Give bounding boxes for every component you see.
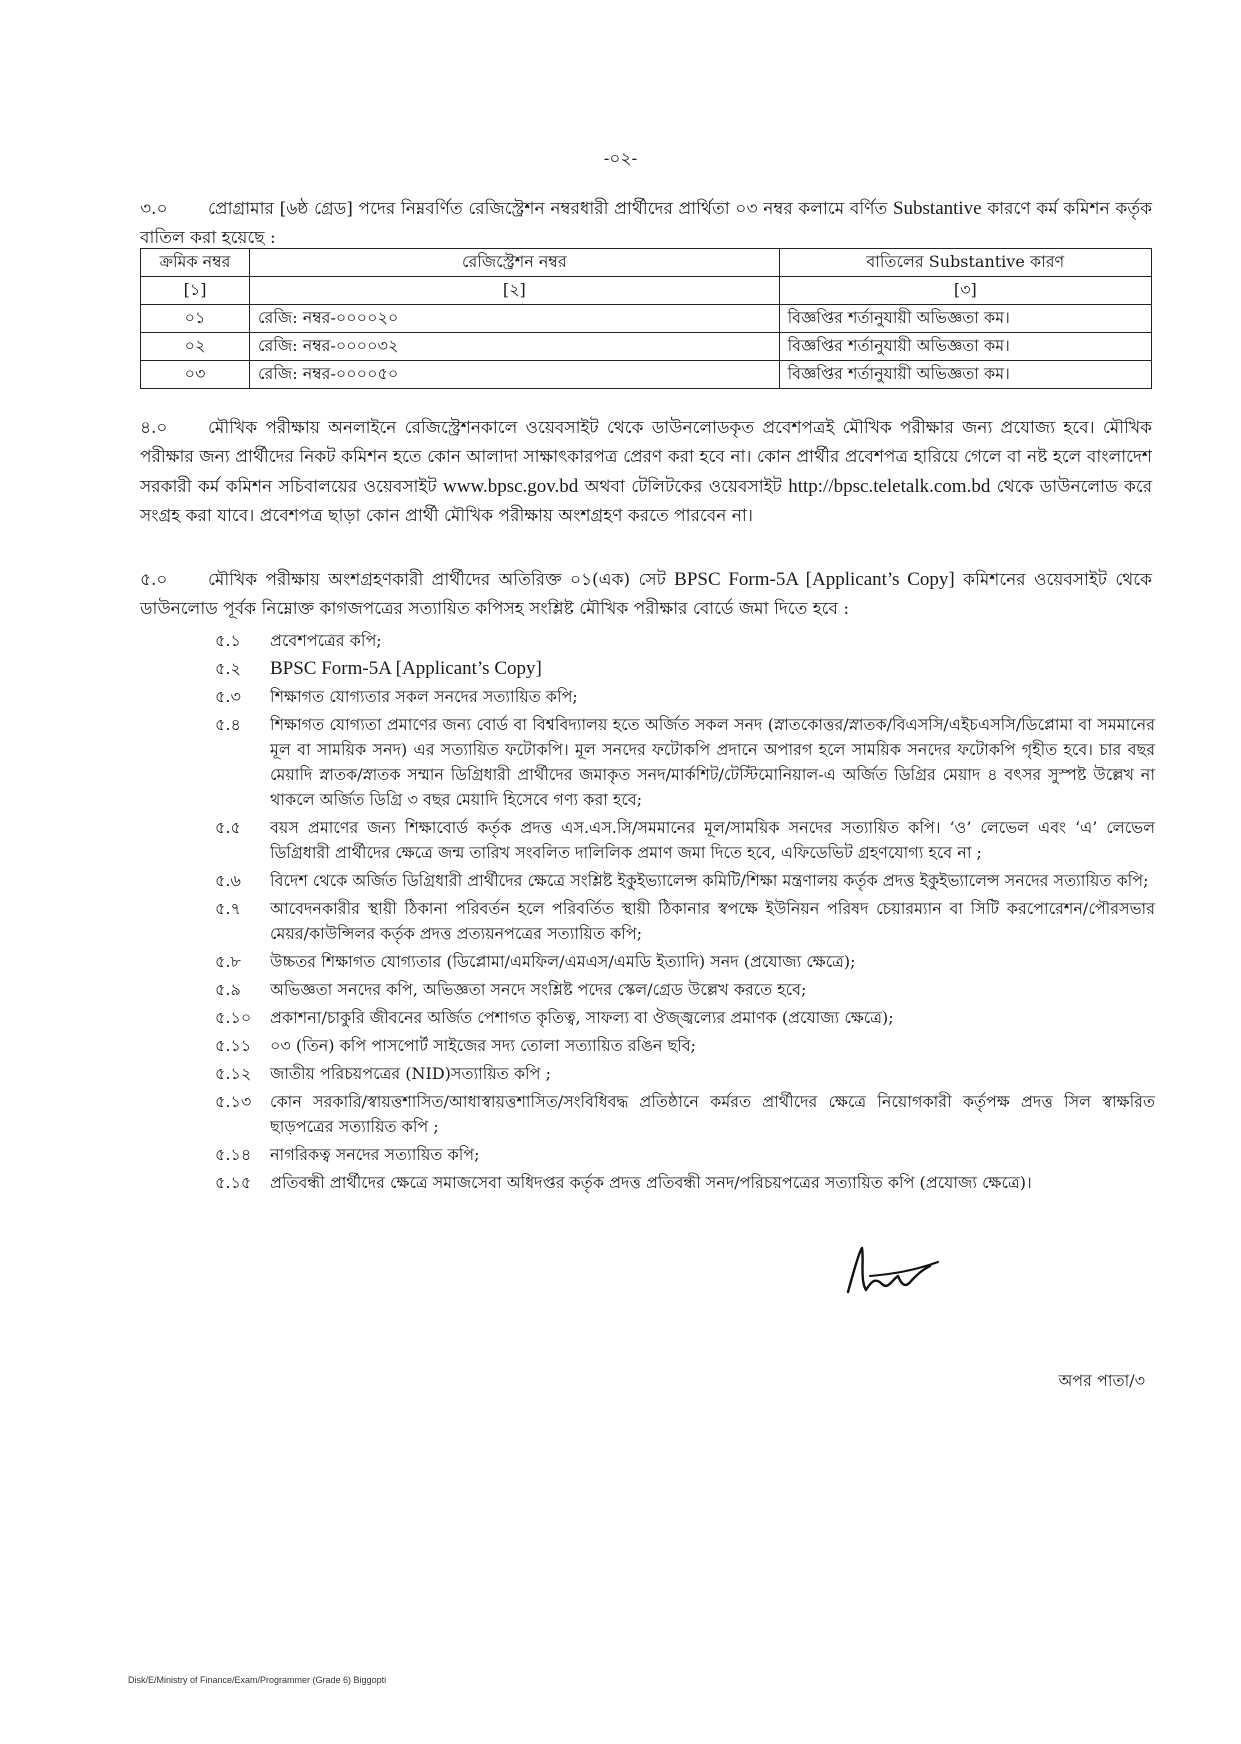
item-text: নাগরিকত্ব সনদের সত্যায়িত কপি; — [270, 1145, 480, 1164]
item-text: ০৩ (তিন) কপি পাসপোর্ট সাইজের সদ্য তোলা সত্যায়িত রঙিন ছবি; — [270, 1036, 697, 1055]
item-text: প্রতিবন্ধী প্রার্থীদের ক্ষেত্রে সমাজসেবা অধিদপ্তর কর্তৃক প্রদত্ত প্রতিবন্ধী সনদ/পরিচয়পত্রের সত্যায়িত কপি (প্রযোজ্য ক্ষেত্রে)। — [270, 1173, 1032, 1192]
column-number: [২] — [250, 277, 780, 305]
section-5 — [140, 565, 1152, 624]
list-item — [215, 815, 1155, 865]
item-number: ৫.৩ — [215, 687, 241, 706]
list-item — [215, 1142, 1155, 1167]
item-number: ৫.১২ — [215, 1064, 252, 1083]
list-item — [215, 1005, 1155, 1030]
table-header-row — [141, 249, 1152, 277]
item-number: ৫.৬ — [215, 871, 241, 890]
list-item — [215, 656, 1155, 681]
item-text: আবেদনকারীর স্থায়ী ঠিকানা পরিবর্তন হলে পরিবর্তিত স্থায়ী ঠিকানার স্বপক্ষে ইউনিয়ন পরিষদ চেয়ারম্যান বা সিটি করপোরেশন/পৌরসভার মেয়র/কাউন্সিলর কর্তৃক প্রদত্ত প্রত্যয়নপত্রের সত্যায়িত কপি; — [270, 899, 1155, 943]
item-text: শিক্ষাগত যোগ্যতা প্রমাণের জন্য বোর্ড বা বিশ্ববিদ্যালয় হতে অর্জিত সকল সনদ (স্নাতকোত্তর/স্নাতক/বিএসসি/এইচএসসি/ডিপ্লোমা বা সমমানের মূল বা সাময়িক সনদ) এর সত্যায়িত ফটোকপি। মূল সনদের ফটোকপি প্রদানে অপারগ হলে সাময়িক সনদের ফটোকপি গৃহীত হবে। চার বছর মেয়াদি স্নাতক/স্নাতক সম্মান ডিগ্রিধারী প্রার্থীদের জমাকৃত সনদ/মার্কশিট/টেস্টিমোনিয়াল-এ অর্জিত ডিগ্রির মেয়াদ ৪ বৎসর সুস্পষ্ট উল্লেখ না থাকলে অর্জিত ডিগ্রি ৩ বছর মেয়াদি হিসেবে গণ্য করা হবে; — [270, 715, 1155, 809]
list-item — [215, 949, 1155, 974]
table-row — [141, 361, 1152, 389]
item-number: ৫.৮ — [215, 952, 241, 971]
item-text: প্রকাশনা/চাকুরি জীবনের অর্জিত পেশাগত কৃতিত্ব, সাফল্য বা ঔজ্জ্বল্যের প্রমাণক (প্রযোজ্য ক্ষেত্রে); — [270, 1008, 894, 1027]
item-text: প্রবেশপত্রের কপি; — [270, 631, 382, 650]
section-3 — [140, 194, 1152, 253]
item-text: BPSC Form-5A [Applicant’s Copy] — [270, 658, 542, 679]
list-item — [215, 1170, 1155, 1195]
section-4-text-c: থেকে ডাউনলোড করে সংগ্রহ করা যাবে। প্রবেশপত্র ছাড়া কোন প্রার্থী মৌখিক পরীক্ষায় অংশগ্রহণ করতে পারবেন না। — [140, 477, 1153, 526]
header-reason: বাতিলের Substantive কারণ — [779, 249, 1151, 277]
item-number: ৫.৪ — [215, 715, 241, 734]
table-column-number-row — [141, 277, 1152, 305]
list-item — [215, 868, 1155, 893]
cell-reason: বিজ্ঞপ্তির শর্তানুযায়ী অভিজ্ঞতা কম। — [779, 305, 1151, 333]
section-3-text-before: প্রোগ্রামার [৬ষ্ঠ গ্রেড] পদের নিম্নবর্ণিত রেজিস্ট্রেশন নম্বরধারী প্রার্থীদের প্রার্থিতা ০৩ নম্বর কলামে বর্ণিত — [208, 199, 888, 219]
header-serial: ক্রমিক নম্বর — [141, 249, 250, 277]
item-text: অভিজ্ঞতা সনদের কপি, অভিজ্ঞতা সনদে সংশ্লিষ্ট পদের স্কেল/গ্রেড উল্লেখ করতে হবে; — [270, 980, 807, 999]
section-5-text-b: কমিশনের ওয়েবসাইট থেকে ডাউনলোড পূর্বক নিম্নোক্ত কাগজপত্রের সত্যায়িত কপিসহ সংশ্লিষ্ট মৌখিক পরীক্ষার বোর্ডে জমা দিতে হবে : — [140, 570, 1153, 619]
item-text: বয়স প্রমাণের জন্য শিক্ষাবোর্ড কর্তৃক প্রদত্ত এস.এস.সি/সমমানের মূল/সাময়িক সনদের সত্যায়িত কপি। ‘ও’ লেভেল এবং ‘এ’ লেভেল ডিগ্রিধারী প্রার্থীদের ক্ষেত্রে জন্ম তারিখ সংবলিত দালিলিক প্রমাণ জমা দিতে হবে, এফিডেভিট গ্রহণযোগ্য হবে না ; — [270, 818, 1155, 862]
item-number: ৫.১৩ — [215, 1092, 252, 1111]
footer-file-path: Disk/E/Ministry of Finance/Exam/Programmer (Grade 6) Biggopti — [128, 1675, 387, 1685]
section-4-text-b: অথবা টেলিটকের ওয়েবসাইট — [584, 477, 782, 497]
table-row — [141, 333, 1152, 361]
item-text: শিক্ষাগত যোগ্যতার সকল সনদের সত্যায়িত কপি; — [270, 687, 578, 706]
item-number: ৫.১৫ — [215, 1173, 252, 1192]
list-item — [215, 712, 1155, 812]
section-3-number: ৩.০ — [140, 199, 168, 219]
section-4 — [140, 414, 1152, 531]
signature-icon — [840, 1240, 950, 1300]
required-documents-list — [215, 628, 1155, 1198]
page-number: -০২- — [603, 149, 638, 169]
list-item — [215, 1033, 1155, 1058]
section-5-form-name: BPSC Form-5A [Applicant’s Copy] — [674, 569, 955, 590]
list-item — [215, 1089, 1155, 1139]
cell-serial: ০২ — [141, 333, 250, 361]
item-number: ৫.৫ — [215, 818, 241, 837]
item-number: ৫.১০ — [215, 1008, 252, 1027]
item-number: ৫.১৪ — [215, 1145, 252, 1164]
table-row — [141, 305, 1152, 333]
section-4-text-a: মৌখিক পরীক্ষায় অনলাইনে রেজিস্ট্রেশনকালে ওয়েবসাইট থেকে ডাউনলোডকৃত প্রবেশপত্রই মৌখিক পরীক্ষার জন্য প্রযোজ্য হবে। মৌখিক পরীক্ষার জন্য প্রার্থীদের নিকট কমিশন হতে কোন আলাদা সাক্ষাৎকারপত্র প্রেরণ করা হবে না। কোন প্রার্থীর প্রবেশপত্র হারিয়ে গেলে বা নষ্ট হলে বাংলাদেশ সরকারী কর্ম কমিশন সচিবালয়ের ওয়েবসাইট — [140, 418, 1152, 497]
cell-serial: ০৩ — [141, 361, 250, 389]
item-number: ৫.২ — [215, 659, 241, 678]
cell-registration: রেজি: নম্বর-০০০০৩২ — [250, 333, 780, 361]
teletalk-website-link[interactable]: http://bpsc.teletalk.com.bd — [788, 476, 991, 497]
section-4-number: ৪.০ — [140, 418, 168, 438]
cell-reason: বিজ্ঞপ্তির শর্তানুযায়ী অভিজ্ঞতা কম। — [779, 333, 1151, 361]
item-number: ৫.৯ — [215, 980, 241, 999]
section-3-substantive: Substantive — [892, 198, 982, 219]
item-text: উচ্চতর শিক্ষাগত যোগ্যতার (ডিপ্লোমা/এমফিল/এমএস/এমডি ইত্যাদি) সনদ (প্রযোজ্য ক্ষেত্রে); — [270, 952, 856, 971]
list-item — [215, 896, 1155, 946]
item-number: ৫.১১ — [215, 1036, 252, 1055]
cell-reason: বিজ্ঞপ্তির শর্তানুযায়ী অভিজ্ঞতা কম। — [779, 361, 1151, 389]
cell-registration: রেজি: নম্বর-০০০০২০ — [250, 305, 780, 333]
next-page-note: অপর পাতা/৩ — [1058, 1371, 1145, 1390]
cell-serial: ০১ — [141, 305, 250, 333]
bpsc-website-link[interactable]: www.bpsc.gov.bd — [443, 476, 579, 497]
item-number: ৫.১ — [215, 631, 241, 650]
item-text: জাতীয় পরিচয়পত্রের (NID)সত্যায়িত কপি ; — [270, 1064, 551, 1083]
item-text: বিদেশ থেকে অর্জিত ডিগ্রিধারী প্রার্থীদের ক্ষেত্রে সংশ্লিষ্ট ইকুইভ্যালেন্স কমিটি/শিক্ষা মন্ত্রণালয় কর্তৃক প্রদত্ত ইকুইভ্যালেন্স সনদের সত্যায়িত কপি; — [270, 871, 1149, 890]
column-number: [১] — [141, 277, 250, 305]
list-item — [215, 628, 1155, 653]
item-number: ৫.৭ — [215, 899, 241, 918]
cancelled-candidates-table — [140, 248, 1152, 389]
item-text: কোন সরকারি/স্বায়ত্তশাসিত/আধাস্বায়ত্তশাসিত/সংবিধিবদ্ধ প্রতিষ্ঠানে কর্মরত প্রার্থীদের ক্ষেত্রে নিয়োগকারী কর্তৃপক্ষ প্রদত্ত সিল স্বাক্ষরিত ছাড়পত্রের সত্যায়িত কপি ; — [270, 1092, 1155, 1136]
cell-registration: রেজি: নম্বর-০০০০৫০ — [250, 361, 780, 389]
column-number: [৩] — [779, 277, 1151, 305]
section-5-number: ৫.০ — [140, 570, 168, 590]
section-5-text-a: মৌখিক পরীক্ষায় অংশগ্রহণকারী প্রার্থীদের অতিরিক্ত ০১(এক) সেট — [208, 570, 666, 590]
section-3-text-after: কারণে কর্ম কমিশন কর্তৃক বাতিল করা হয়েছে : — [140, 199, 1152, 248]
list-item — [215, 684, 1155, 709]
list-item — [215, 1061, 1155, 1086]
header-registration: রেজিস্ট্রেশন নম্বর — [250, 249, 780, 277]
list-item — [215, 977, 1155, 1002]
